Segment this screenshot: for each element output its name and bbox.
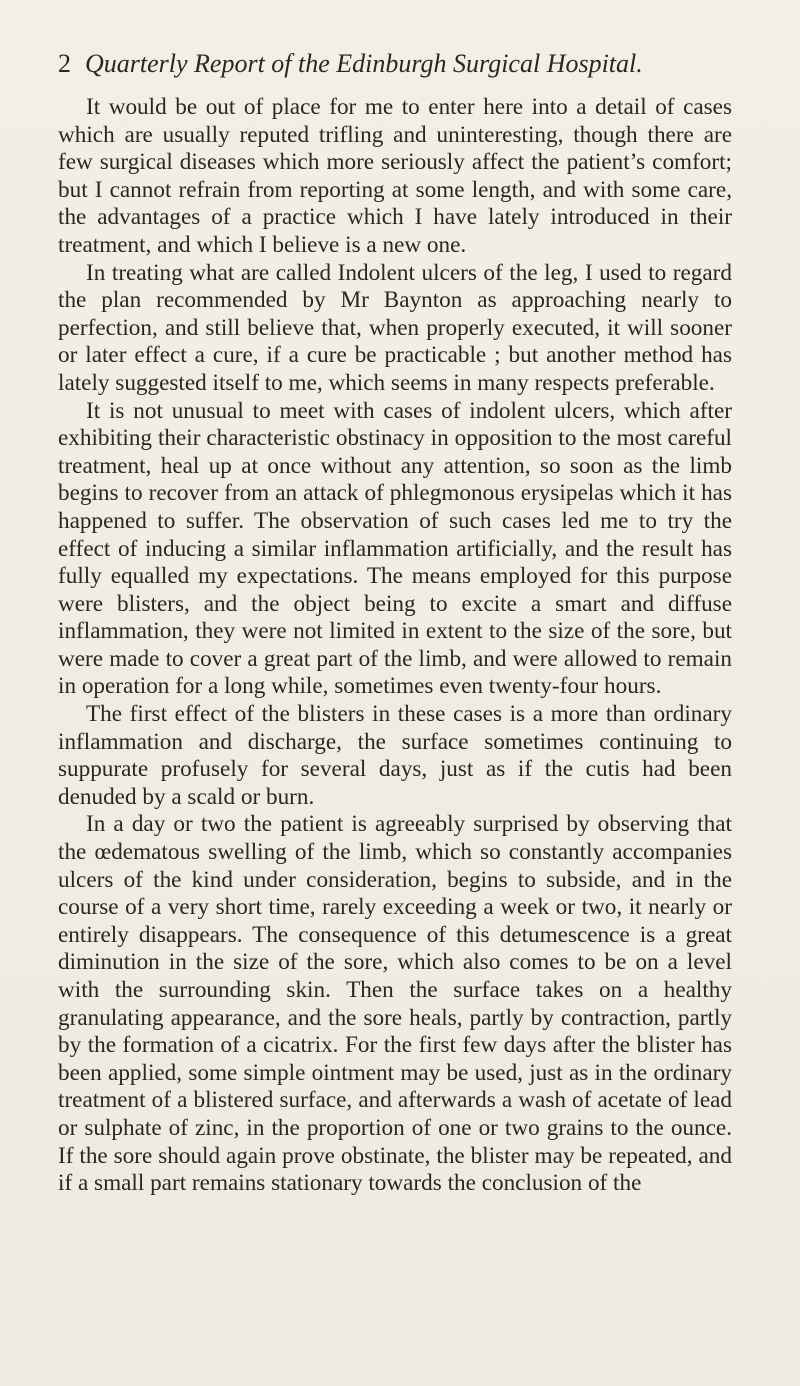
body-text: [58, 94, 732, 1198]
paragraph: It would be out of place for me to enter here into a detail of cases which are usually reputed trifling and uninteresting, though there are few surgical diseases which more seriously affect the patient’s comfort; but I cannot refrain from reporting at some length, and with some care, the advantages of a practice which I have lately introduced in their treatment, and which I believe is a new one.: [58, 94, 732, 258]
page-number: 2: [58, 49, 71, 78]
paragraph: In treating what are called Indolent ulcers of the leg, I used to regard the plan recommended by Mr Baynton as approaching nearly to perfection, and still believe that, when properly executed, it will sooner or later effect a cure, if a cure be practicable ; but another method has lately suggested itself to me, which seems in many respects preferable.: [58, 259, 732, 396]
paragraph: In a day or two the patient is agreeably surprised by observing that the œdematous swelling of the limb, which so constantly accompanies ulcers of the kind under consideration, begins to subside, and in the course of a very short time, rarely exceeding a week or two, it nearly or entirely disappears. The consequence of this detumescence is a great diminution in the size of the sore, which also comes to be on a level with the surrounding skin. Then the surface takes on a healthy granulating appearance, and the sore heals, partly by contraction, partly by the formation of a cicatrix. For the first few days after the blister has been applied, some simple ointment may be used, just as in the ordinary treatment of a blistered surface, and afterwards a wash of acetate of lead or sulphate of zinc, in the proportion of one or two grains to the ounce. If the sore should again prove obstinate, the blister may be repeated, and if a small part remains stationary towards the conclusion of the: [58, 811, 732, 1197]
page-header: [58, 48, 732, 80]
paragraph: The first effect of the blisters in these cases is a more than ordinary inflammation and discharge, the surface sometimes continuing to suppurate profusely for several days, just as if the cutis had been denuded by a scald or burn.: [58, 701, 732, 810]
paragraph: It is not unusual to meet with cases of indolent ulcers, which after exhibiting their characteristic obstinacy in opposition to the most careful treatment, heal up at once without any attention, so soon as the limb begins to recover from an attack of phlegmonous erysipelas which it has happened to suffer. The observation of such cases led me to try the effect of inducing a similar inflammation artificially, and the result has fully equalled my expectations. The means employed for this purpose were blisters, and the object being to excite a smart and diffuse inflammation, they were not limited in extent to the size of the sore, but were made to cover a great part of the limb, and were allowed to remain in operation for a long while, sometimes even twenty-four hours.: [58, 397, 732, 700]
running-head: Quarterly Report of the Edinburgh Surgical Hospital.: [85, 49, 643, 78]
